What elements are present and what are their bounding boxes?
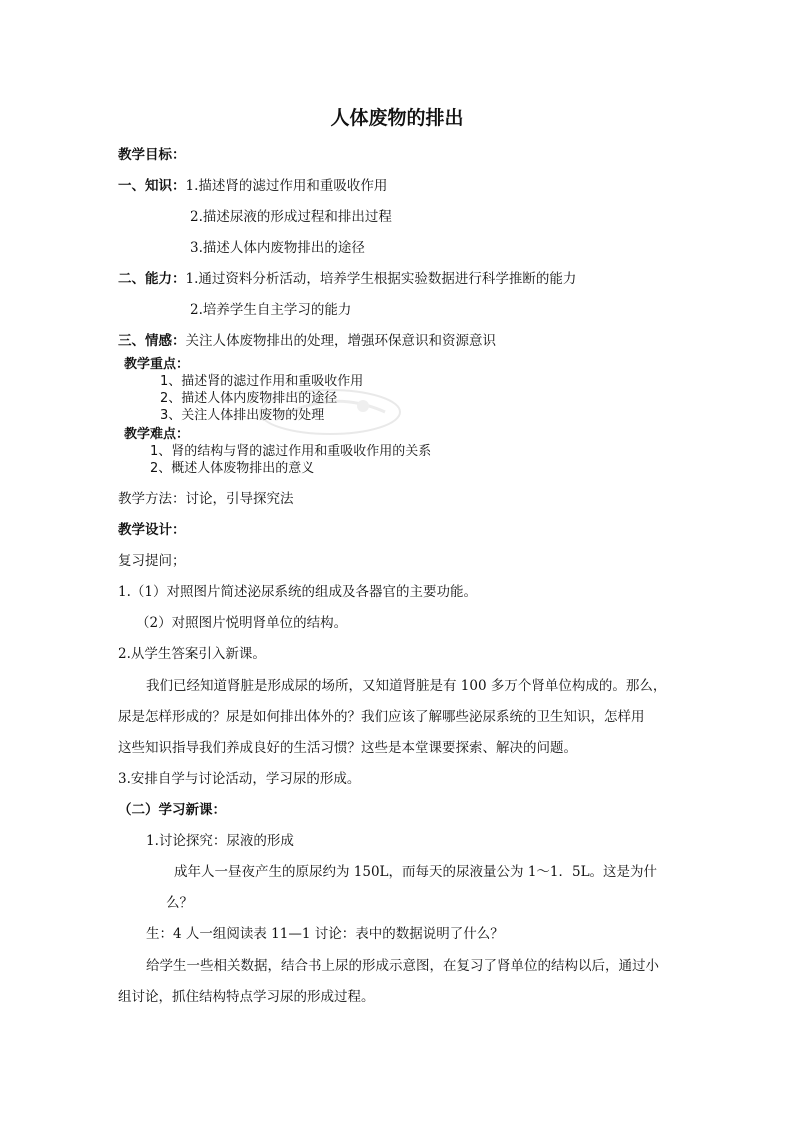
paragraph-2-line-1: 给学生一些相关数据，结合书上尿的形成示意图，在复习了肾单位的结构以后，通过小 xyxy=(146,958,659,974)
objectives-heading: 教学目标： xyxy=(118,147,186,163)
knowledge-row xyxy=(118,177,387,195)
key-points-heading: 教学重点： xyxy=(124,357,190,372)
question-line-1: 成年人一昼夜产生的原尿约为 150L，而每天的尿液量公为 1～1．5L。这是为什 xyxy=(174,864,658,880)
knowledge-label: 一、知识： xyxy=(118,178,186,194)
review-label: 复习提问； xyxy=(118,553,186,569)
paragraph-2-line-2: 组讨论，抓住结构特点学习尿的形成过程。 xyxy=(118,989,375,1005)
ability-label: 二、能力： xyxy=(118,271,186,287)
question-1: 1.（1）对照图片简述泌尿系统的组成及各器官的主要功能。 xyxy=(118,584,477,600)
teaching-method: 教学方法：讨论，引导探究法 xyxy=(118,491,294,507)
step-3: 3.安排自学与讨论活动，学习尿的形成。 xyxy=(118,771,361,787)
key-point-1: 1、描述肾的滤过作用和重吸收作用 xyxy=(160,374,364,389)
emotion-text: 关注人体废物排出的处理，增强环保意识和资源意识 xyxy=(185,333,496,349)
student-activity: 生：4 人一组阅读表 11—1 讨论：表中的数据说明了什么？ xyxy=(146,926,504,942)
paragraph-1-line-1: 我们已经知道肾脏是形成尿的场所，又知道肾脏是有 100 多万个肾单位构成的。那么， xyxy=(146,678,667,694)
ability-item-1: 1.通过资料分析活动，培养学生根据实验数据进行科学推断的能力 xyxy=(185,271,577,287)
new-lesson-heading: （二）学习新课： xyxy=(118,802,226,818)
knowledge-item-1: 1.描述肾的滤过作用和重吸收作用 xyxy=(185,178,388,194)
watermark-logo xyxy=(255,382,405,442)
paragraph-1-line-2: 尿是怎样形成的？尿是如何排出体外的？我们应该了解哪些泌尿系统的卫生知识，怎样用 xyxy=(118,709,645,725)
paragraph-1-line-3: 这些知识指导我们养成良好的生活习惯？这些是本堂课要探索、解决的问题。 xyxy=(118,740,577,756)
emotion-label: 三、情感： xyxy=(118,333,186,349)
knowledge-item-3: 3.描述人体内废物排出的途径 xyxy=(190,240,365,256)
design-heading: 教学设计： xyxy=(118,522,186,538)
question-line-2: 么？ xyxy=(166,895,193,911)
page-title: 人体废物的排出 xyxy=(330,107,464,129)
sub-topic-1: 1.讨论探究：尿液的形成 xyxy=(146,833,294,849)
ability-row xyxy=(118,270,576,288)
difficulties-heading: 教学难点： xyxy=(124,427,190,442)
ability-item-2: 2.培养学生自主学习的能力 xyxy=(190,302,352,318)
key-point-3: 3、关注人体排出废物的处理 xyxy=(160,408,325,423)
step-2: 2.从学生答案引入新课。 xyxy=(118,646,266,662)
question-2: （2）对照图片悦明肾单位的结构。 xyxy=(136,615,348,631)
difficulty-1: 1、肾的结构与肾的滤过作用和重吸收作用的关系 xyxy=(150,444,432,459)
key-point-2: 2、描述人体内废物排出的途径 xyxy=(160,391,338,406)
emotion-row xyxy=(118,332,496,350)
knowledge-item-2: 2.描述尿液的形成过程和排出过程 xyxy=(190,209,392,225)
difficulty-2: 2、概述人体废物排出的意义 xyxy=(150,461,315,476)
